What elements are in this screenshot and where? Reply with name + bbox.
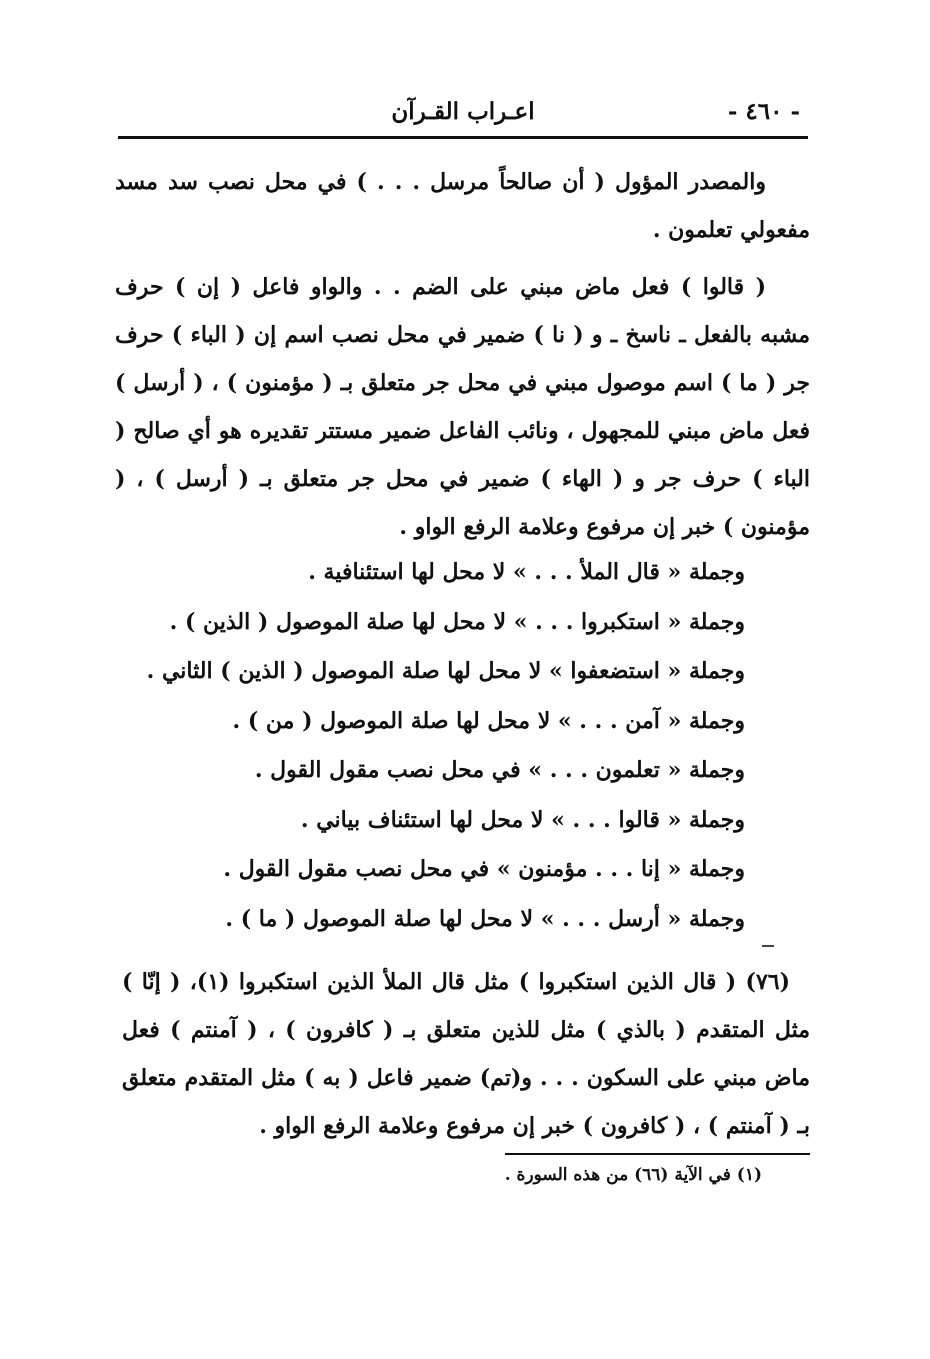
paragraph-qalu-analysis: ( قالوا ) فعل ماض مبني على الضم . . والواو فاعل ( إن ) حرف مشبه بالفعل ـ ناسخ ـ و ( نا ) ضمير في محل نصب اسم إن ( الباء ) حرف جر ( ما ) اسم موصول مبني في محل جر متعلق بـ ( مؤمنون ) ، ( أرسل ) فعل ماض مبني للمجهول ، ونائب الفاعل ضمير مستتر تقديره هو أي صالح ( الباء ) حرف جر و ( الهاء ) ضمير في محل جر متعلق بـ ( أرسل ) ، ( مؤمنون ) خبر إن مرفوع وعلامة الرفع الواو .: [115, 274, 810, 540]
header-rule: [118, 136, 808, 139]
sentence-item: وجملة « استضعفوا » لا محل لها صلة الموصول ( الذين ) الثاني .: [146, 658, 745, 684]
page-header: [118, 92, 808, 136]
footnote: (١) في الآية (٦٦) من هذه السورة .: [504, 1165, 762, 1185]
sentence-list: [140, 548, 745, 944]
sentence-item: وجملة « استكبروا . . . » لا محل لها صلة الموصول ( الذين ) .: [169, 608, 745, 635]
sentence-item: وجملة « أرسل . . . » لا محل لها صلة الموصول ( ما ) .: [225, 905, 745, 932]
running-title: اعـراب القـرآن: [391, 98, 535, 125]
sentence-item: وجملة « قال الملأ . . . » لا محل لها استئنافية .: [308, 559, 745, 585]
paragraph-verse-76: (٧٦) ( قال الذين استكبروا ) مثل قال الملأ الذين استكبروا (١)، ( إنّا ) مثل المتقدم ( بالذي ) مثل للذين متعلق بـ ( كافرون ) ، ( آمنتم ) فعل ماض مبني على السكون . . . و(تم) ضمير فاعل ( به ) مثل المتقدم متعلق بـ ( آمنتم ) ، ( كافرون ) خبر إن مرفوع وعلامة الرفع الواو .: [122, 969, 810, 1139]
margin-mark: [762, 945, 774, 947]
sentence-item: وجملة « قالوا . . . » لا محل لها استئناف بياني .: [300, 806, 745, 833]
sentence-item: وجملة « إنا . . . مؤمنون » في محل نصب مقول القول .: [223, 856, 745, 882]
paragraph-masdar: والمصدر المؤول ( أن صالحاً مرسل . . . ) في محل نصب سد مسد مفعولي تعلمون .: [115, 169, 810, 243]
footnote-rule: [505, 1153, 810, 1155]
sentence-item: وجملة « تعلمون . . . » في محل نصب مقول القول .: [254, 757, 745, 783]
sentence-item: وجملة « آمن . . . » لا محل لها صلة الموصول ( من ) .: [232, 707, 745, 734]
page-number: - ٤٦٠ -: [727, 98, 800, 125]
